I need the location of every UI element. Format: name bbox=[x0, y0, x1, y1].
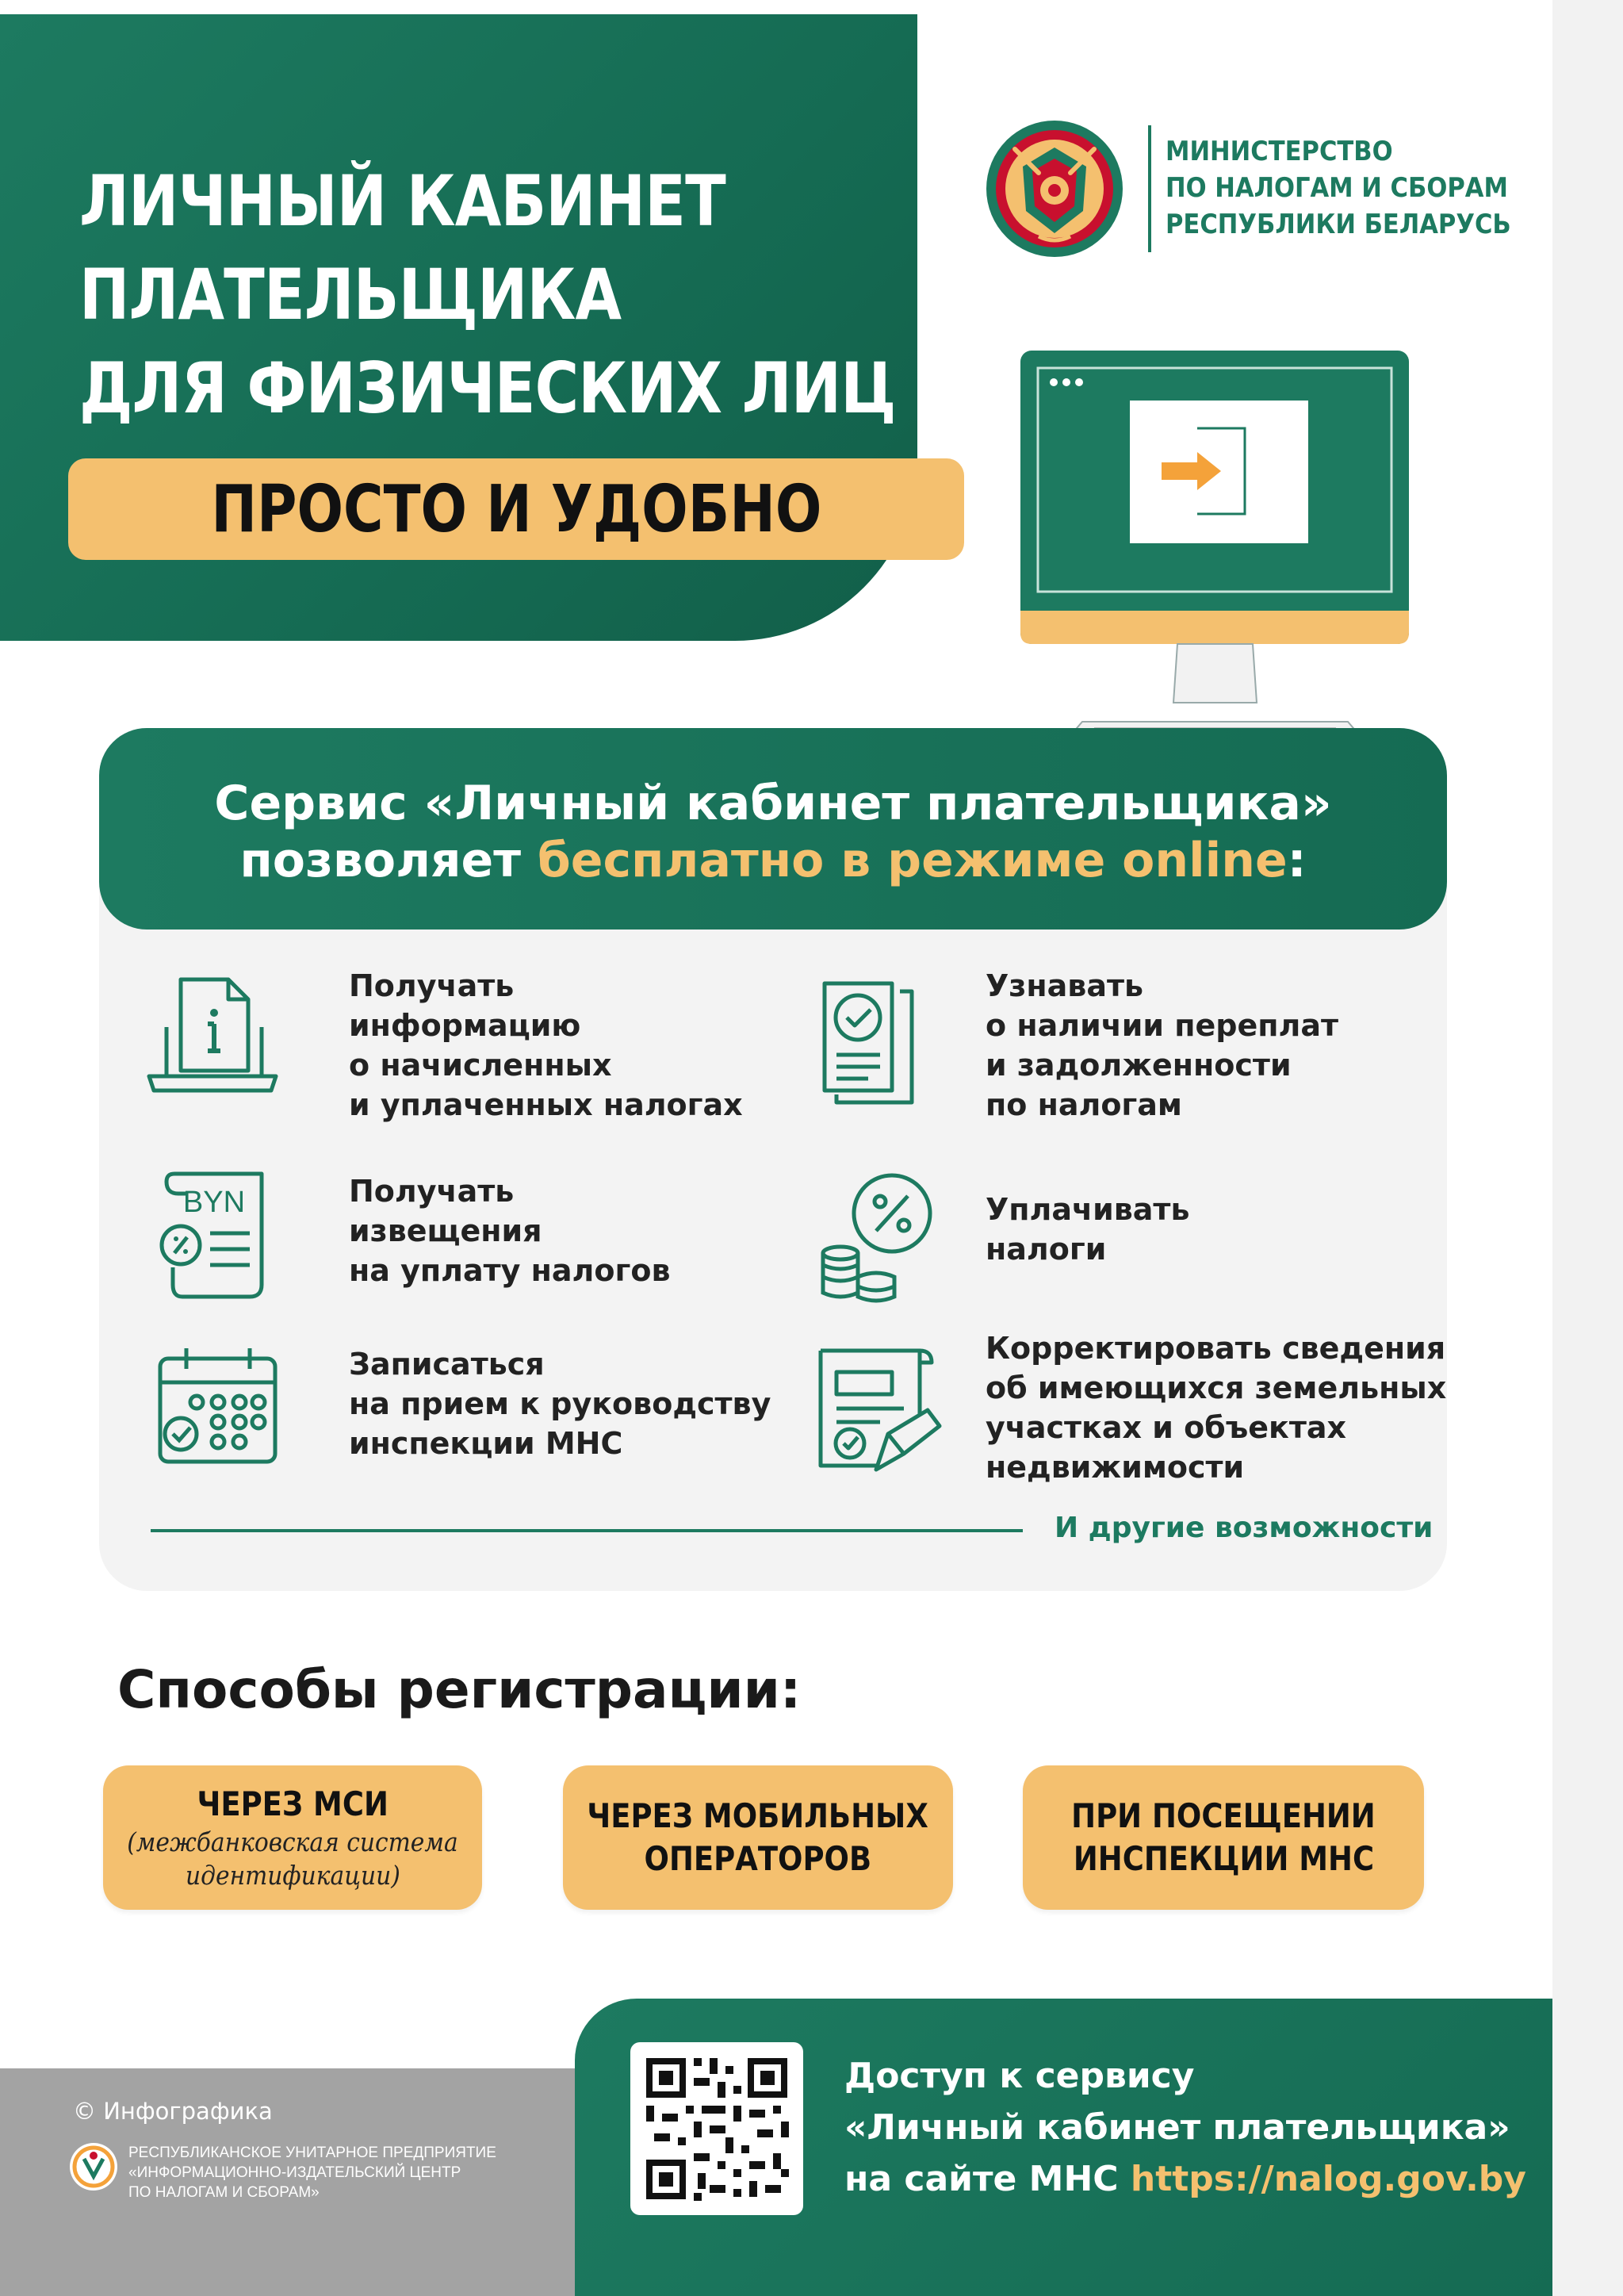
ministry-emblem-icon bbox=[983, 117, 1126, 260]
service-subheadline bbox=[99, 833, 1447, 888]
access-line-text: на сайте МНС bbox=[844, 2159, 1131, 2199]
byn-label: BYN bbox=[182, 1186, 246, 1219]
access-line bbox=[844, 2153, 1526, 2205]
ministry-name-line: РЕСПУБЛИКИ БЕЛАРУСЬ bbox=[1166, 209, 1511, 240]
register-option-label: ПРИ ПОСЕЩЕНИИ bbox=[1071, 1796, 1376, 1835]
edit-document-icon bbox=[809, 1339, 951, 1481]
calendar-icon bbox=[151, 1339, 293, 1481]
publisher-name bbox=[128, 2143, 572, 2202]
slogan-badge bbox=[68, 458, 964, 560]
register-option-sub: (межбанковская система bbox=[127, 1826, 458, 1857]
feature-text: Корректировать сведения об имеющихся земельных участках и объектах недвижимости bbox=[986, 1331, 1447, 1485]
register-inspection-button[interactable] bbox=[1023, 1765, 1424, 1910]
register-option-sub: идентификации) bbox=[185, 1860, 400, 1891]
page-margin bbox=[1552, 0, 1623, 2296]
slogan-text: ПРОСТО И УДОБНО bbox=[210, 471, 822, 547]
service-headline: Сервис «Личный кабинет плательщика» bbox=[214, 776, 1332, 831]
hero-title-line: ПЛАТЕЛЬЩИКА bbox=[79, 254, 622, 335]
registration-title: Способы регистрации: bbox=[117, 1659, 802, 1720]
register-mobile-button[interactable] bbox=[563, 1765, 953, 1910]
ministry-divider bbox=[1148, 125, 1151, 252]
more-link[interactable]: И другие возможности bbox=[1055, 1512, 1434, 1544]
login-monitor-icon bbox=[1019, 349, 1411, 753]
register-option-label: ОПЕРАТОРОВ bbox=[644, 1839, 872, 1878]
checked-documents-icon bbox=[801, 972, 944, 1114]
register-option-label: ИНСПЕКЦИИ МНС bbox=[1073, 1839, 1374, 1878]
feature-text: Получать информацию о начисленных и уплаченных налогах bbox=[349, 968, 743, 1122]
hero-title-line: ЛИЧНЫЙ КАБИНЕТ bbox=[79, 160, 725, 242]
ministry-name-line: ПО НАЛОГАМ И СБОРАМ bbox=[1166, 172, 1508, 204]
ministry-name-line: МИНИСТЕРСТВО bbox=[1166, 136, 1393, 167]
service-text: позволяет bbox=[239, 833, 538, 888]
service-text: : bbox=[1287, 833, 1307, 888]
service-highlight: бесплатно в режиме online bbox=[537, 833, 1288, 888]
info-document-laptop-icon bbox=[141, 972, 284, 1114]
register-option-label: ЧЕРЕЗ МОБИЛЬНЫХ bbox=[587, 1796, 929, 1835]
publisher-logo-icon bbox=[68, 2141, 119, 2192]
byn-notice-icon bbox=[151, 1166, 293, 1309]
qr-card[interactable] bbox=[630, 2042, 803, 2215]
qr-code-icon bbox=[630, 2042, 803, 2215]
feature-text: Записаться на прием к руководству инспекции МНС bbox=[349, 1347, 771, 1461]
percent-coins-icon bbox=[809, 1166, 951, 1309]
access-info bbox=[844, 2050, 1526, 2205]
ministry-name bbox=[1166, 133, 1511, 243]
service-header bbox=[99, 728, 1447, 930]
feature-text: Узнавать о наличии переплат и задолженности по налогам bbox=[986, 968, 1339, 1122]
service-url-link[interactable]: https://nalog.gov.by bbox=[1130, 2159, 1526, 2199]
hero-title-line: ДЛЯ ФИЗИЧЕСКИХ ЛИЦ bbox=[79, 347, 896, 429]
access-line: Доступ к сервису bbox=[844, 2056, 1195, 2096]
publisher-name-line: РЕСПУБЛИКАНСКОЕ УНИТАРНОЕ ПРЕДПРИЯТИЕ bbox=[128, 2145, 496, 2161]
credit-text: © Инфографика bbox=[73, 2098, 273, 2125]
register-option-label: ЧЕРЕЗ МСИ bbox=[197, 1784, 389, 1823]
feature-text: Получать извещения на уплату налогов bbox=[349, 1174, 671, 1288]
publisher-name-line: ПО НАЛОГАМ И СБОРАМ» bbox=[128, 2184, 320, 2201]
more-divider bbox=[151, 1529, 1023, 1532]
hero-title bbox=[79, 155, 896, 435]
access-line: «Личный кабинет плательщика» bbox=[844, 2107, 1510, 2148]
feature-text: Уплачивать налоги bbox=[986, 1192, 1190, 1267]
register-msi-button[interactable] bbox=[103, 1765, 482, 1910]
publisher-name-line: «ИНФОРМАЦИОННО-ИЗДАТЕЛЬСКИЙ ЦЕНТР bbox=[128, 2164, 461, 2181]
